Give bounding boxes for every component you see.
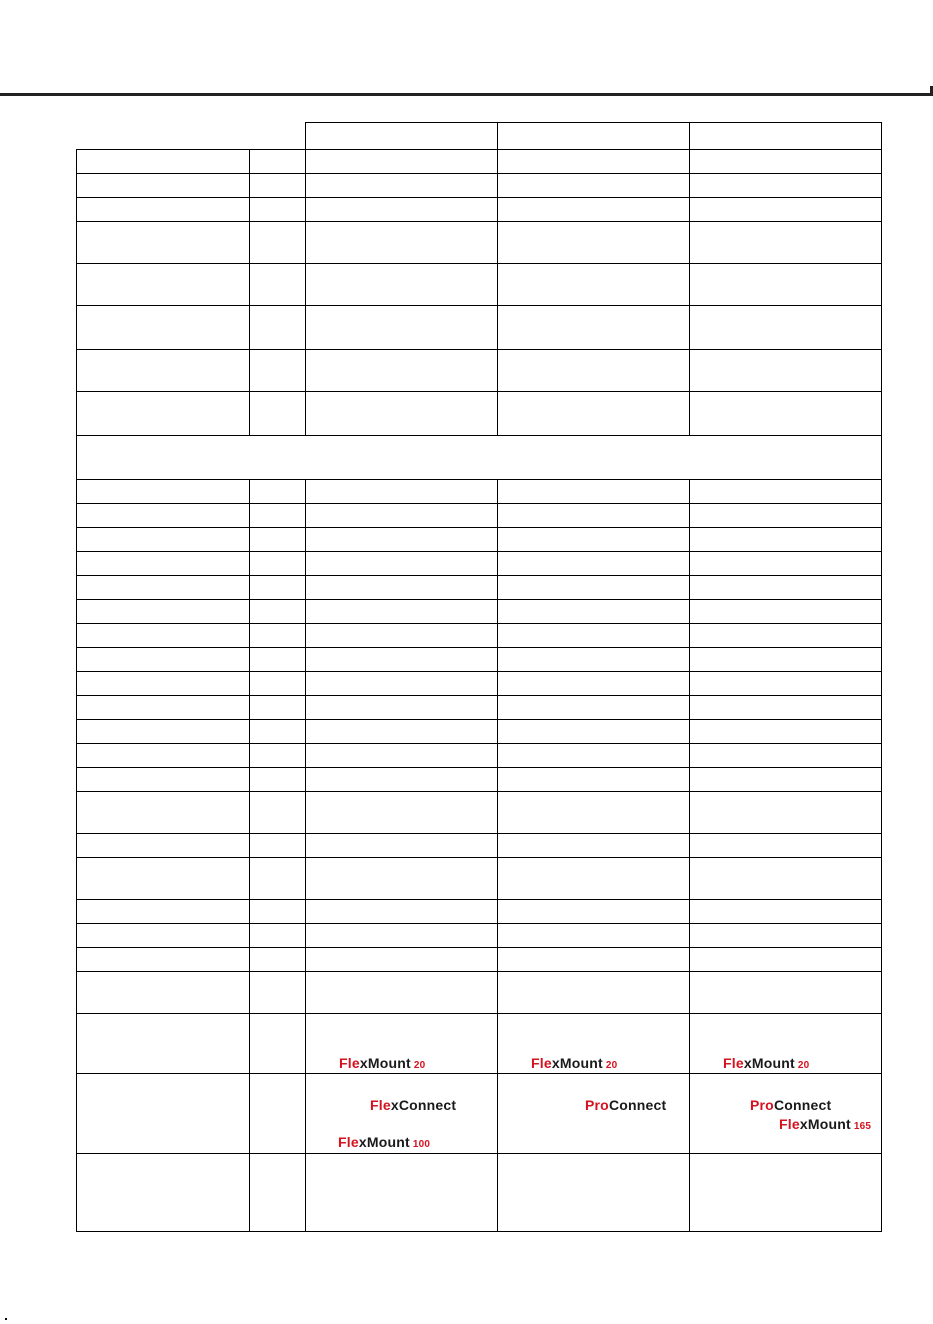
table-row: [77, 858, 882, 900]
table-row: [77, 672, 882, 696]
table-row: [77, 528, 882, 552]
table-row: [77, 264, 882, 306]
table-row: [77, 198, 882, 222]
header-cell-2: [498, 123, 690, 150]
table-row: [77, 350, 882, 392]
table-row: [77, 696, 882, 720]
table-row: [77, 720, 882, 744]
table-row: [77, 150, 882, 174]
table-row: [77, 744, 882, 768]
spec-table: [76, 122, 882, 1232]
table-row: [77, 624, 882, 648]
table-row: [77, 972, 882, 1014]
section-row: [77, 436, 882, 480]
flexconnect-logo-col1: FlexConnect: [370, 1097, 457, 1113]
flexmount-20-logo-col1: FlexMount 20: [339, 1055, 426, 1071]
table-row: [77, 1154, 882, 1232]
flexmount-20-logo-col2: FlexMount 20: [531, 1055, 618, 1071]
table-row: [77, 576, 882, 600]
flexmount-165-logo-col3: FlexMount 165: [779, 1116, 872, 1132]
table-row: [77, 900, 882, 924]
table-row: [77, 600, 882, 624]
table-row: [77, 222, 882, 264]
table-row: [77, 924, 882, 948]
table-row: [77, 392, 882, 436]
proconnect-logo-col3: ProConnect: [750, 1097, 832, 1113]
table-row: [77, 174, 882, 198]
footer-mark: [5, 1318, 7, 1320]
table-row: [77, 480, 882, 504]
table-row: [77, 504, 882, 528]
header-row: [77, 123, 882, 150]
table-row: [77, 648, 882, 672]
table-row: [77, 552, 882, 576]
mount-row: [77, 1014, 882, 1074]
table-row: [77, 768, 882, 792]
table-row: [77, 306, 882, 350]
table-row: [77, 948, 882, 972]
header-cell-1: [306, 123, 498, 150]
connect-row: [77, 1074, 882, 1154]
header-rule: [0, 93, 933, 96]
table-row: [77, 834, 882, 858]
flexmount-20-logo-col3: FlexMount 20: [723, 1055, 810, 1071]
header-cell-3: [690, 123, 882, 150]
header-blank: [77, 123, 306, 150]
flexmount-100-logo-col1: FlexMount 100: [338, 1134, 431, 1150]
proconnect-logo-col2: ProConnect: [585, 1097, 667, 1113]
table-row: [77, 792, 882, 834]
